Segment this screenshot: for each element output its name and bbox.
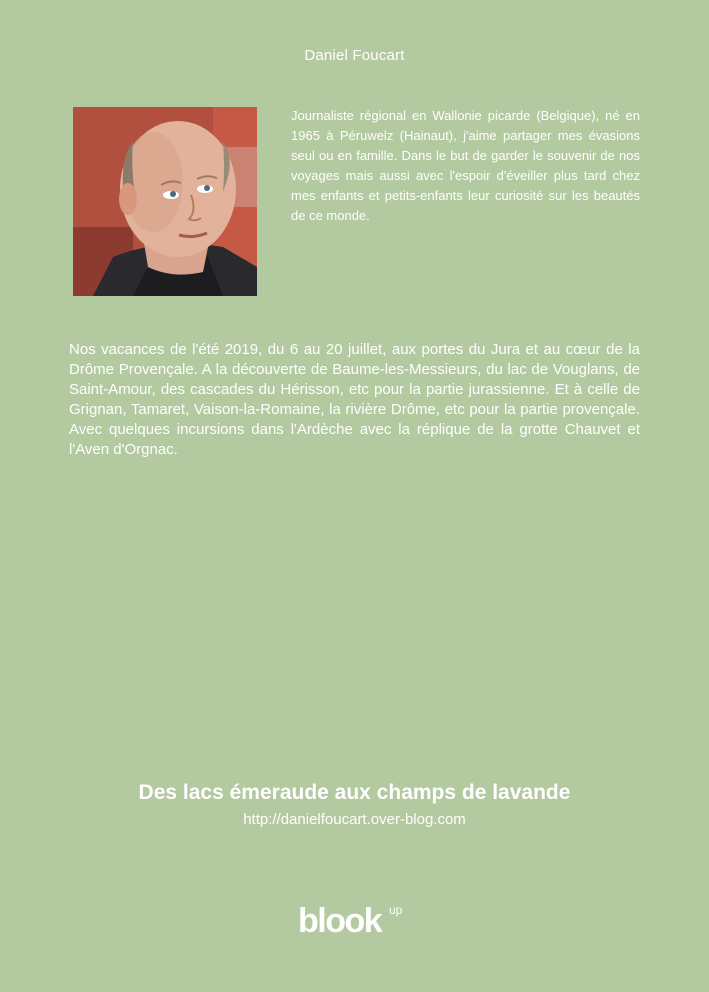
- author-bio: Journaliste régional en Wallonie picarde (Belgique), né en 1965 à Péruwelz (Hainaut), j'aime partager mes évasions seul ou en famille. Dans le but de garder le souvenir de nos voyages mais aussi avec l'espoir d'éveiller plus tard chez mes enfants et petits-enfants leur curiosité sur les beautés de ce monde.: [291, 108, 640, 223]
- blookup-logo: [298, 903, 418, 943]
- book-title: Des lacs émeraude aux champs de lavande: [138, 781, 571, 804]
- blog-url[interactable]: http://danielfoucart.over-blog.com: [243, 811, 466, 828]
- author-name: Daniel Foucart: [304, 47, 405, 64]
- logo-text: blook: [298, 902, 382, 940]
- author-photo: [73, 107, 257, 296]
- logo-superscript: up: [389, 903, 403, 917]
- book-summary: Nos vacances de l'été 2019, du 6 au 20 juillet, aux portes du Jura et au cœur de la Drôme Provençale. A la découverte de Baume-les-Messieurs, du lac de Vouglans, de Saint-Amour, des cascades du Hérisson, etc pour la partie jurassienne. Et à celle de Grignan, Tamaret, Vaison-la-Romaine, la rivière Drôme, etc pour la partie provençale. Avec quelques incursions dans l'Ardèche avec la réplique de la grotte Chauvet et l'Aven d'Orgnac.: [69, 341, 640, 458]
